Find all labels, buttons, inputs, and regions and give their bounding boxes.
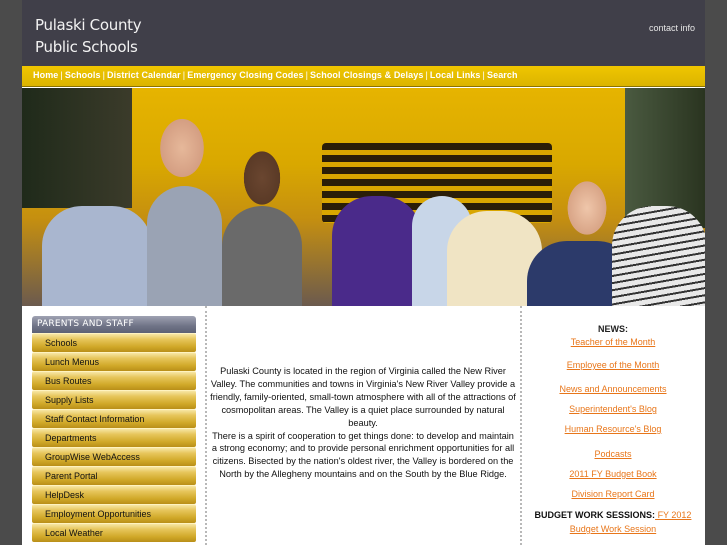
site-title-line2: Public Schools [35, 38, 138, 56]
nav-links [33, 70, 518, 80]
budget-sessions-label: BUDGET WORK SESSIONS: [534, 510, 656, 520]
contact-info-link[interactable]: contact info [648, 23, 695, 33]
hero-photo [22, 88, 705, 306]
sidebar-item-label: Supply Lists [45, 395, 94, 405]
news-link-hr-blog[interactable]: Human Resource's Blog [564, 424, 662, 434]
sidebar-item-label: Schools [45, 338, 78, 348]
news-link-report-card[interactable]: Division Report Card [571, 489, 655, 499]
student-figure [612, 206, 705, 306]
sidebar-item-local-weather[interactable] [32, 523, 196, 542]
sidebar-item-label: HelpDesk [45, 490, 85, 500]
sidebar-item-label: Local Weather [45, 528, 103, 538]
sidebar-item-supply-lists[interactable] [32, 390, 196, 409]
student-figure [222, 206, 302, 306]
budget-session-link[interactable]: FY 2012 Budget Work Session [569, 510, 692, 534]
hero-background-left [22, 88, 132, 208]
news-heading: NEWS: [598, 324, 628, 334]
sidebar-item-label: Staff Contact Information [45, 414, 145, 424]
intro-paragraph-2: There is a spirit of cooperation to get things done: to develop and maintain a strong economy; and to provide personal enrichment opportunities for all citizens. Bisected by the nation's oldest river, the Valley is bordered on the North by the Allegheny mountains and on the South by the Blue Ridge. [211, 430, 515, 480]
site-title[interactable] [35, 14, 141, 58]
sidebar-item-parent-portal[interactable] [32, 466, 196, 485]
nav-district-calendar[interactable]: District Calendar [107, 70, 181, 80]
news-link-budget-book[interactable]: 2011 FY Budget Book [569, 469, 657, 479]
nav-schools[interactable]: Schools [64, 70, 101, 80]
sidebar-item-label: Departments [45, 433, 97, 443]
main-content [210, 365, 516, 481]
sidebar-item-groupwise[interactable] [32, 447, 196, 466]
news-column [524, 322, 702, 536]
sidebar-item-lunch-menus[interactable] [32, 352, 196, 371]
sidebar-item-label: Lunch Menus [45, 357, 100, 367]
sidebar-header: PARENTS AND STAFF [32, 316, 196, 333]
student-figure [332, 196, 422, 306]
sidebar-item-helpdesk[interactable] [32, 485, 196, 504]
nav-separator: | [102, 70, 106, 80]
news-link-superintendent-blog[interactable]: Superintendent's Blog [569, 404, 657, 414]
sidebar-item-staff-contact[interactable] [32, 409, 196, 428]
nav-local-links[interactable]: Local Links [429, 70, 481, 80]
sidebar-item-departments[interactable] [32, 428, 196, 447]
sidebar-item-label: Employment Opportunities [45, 509, 152, 519]
nav-separator: | [482, 70, 485, 80]
student-figure [147, 186, 222, 306]
news-link-teacher-of-month[interactable]: Teacher of the Month [570, 337, 656, 347]
nav-school-closings[interactable]: School Closings & Delays [310, 70, 424, 80]
sidebar-item-label: Parent Portal [45, 471, 98, 481]
student-figure [42, 206, 152, 306]
nav-separator: | [425, 70, 428, 80]
sidebar-item-label: GroupWise WebAccess [45, 452, 140, 462]
column-divider-right [520, 306, 522, 545]
nav-separator: | [182, 70, 186, 80]
budget-sessions [524, 508, 702, 536]
news-link-news-announcements[interactable]: News and Announcements [559, 384, 667, 394]
intro-paragraph-1: Pulaski County is located in the region of Virginia called the New River Valley. The communities and towns in Virginia's New River Valley provide a friendly, family-oriented, small-town atmosphere with all of the attractions of cosmopolitan areas. The Valley is a quiet place surrounded by natural beauty. [210, 366, 516, 428]
nav-separator: | [60, 70, 63, 80]
column-divider-left [205, 306, 207, 545]
news-link-podcasts[interactable]: Podcasts [594, 449, 632, 459]
page-container [22, 0, 705, 545]
site-title-line1: Pulaski County [35, 16, 142, 34]
sidebar-item-bus-routes[interactable] [32, 371, 196, 390]
sidebar-item-label: Bus Routes [45, 376, 92, 386]
nav-separator: | [305, 70, 309, 80]
nav-home[interactable]: Home [33, 70, 59, 80]
nav-emergency-closing-codes[interactable]: Emergency Closing Codes [187, 70, 304, 80]
sidebar-item-schools[interactable] [32, 333, 196, 352]
nav-search[interactable]: Search [486, 70, 518, 80]
news-link-employee-of-month[interactable]: Employee of the Month [566, 360, 660, 370]
main-nav [22, 66, 705, 87]
sidebar-item-employment[interactable] [32, 504, 196, 523]
sidebar-menu [32, 316, 196, 542]
site-header [22, 0, 705, 66]
